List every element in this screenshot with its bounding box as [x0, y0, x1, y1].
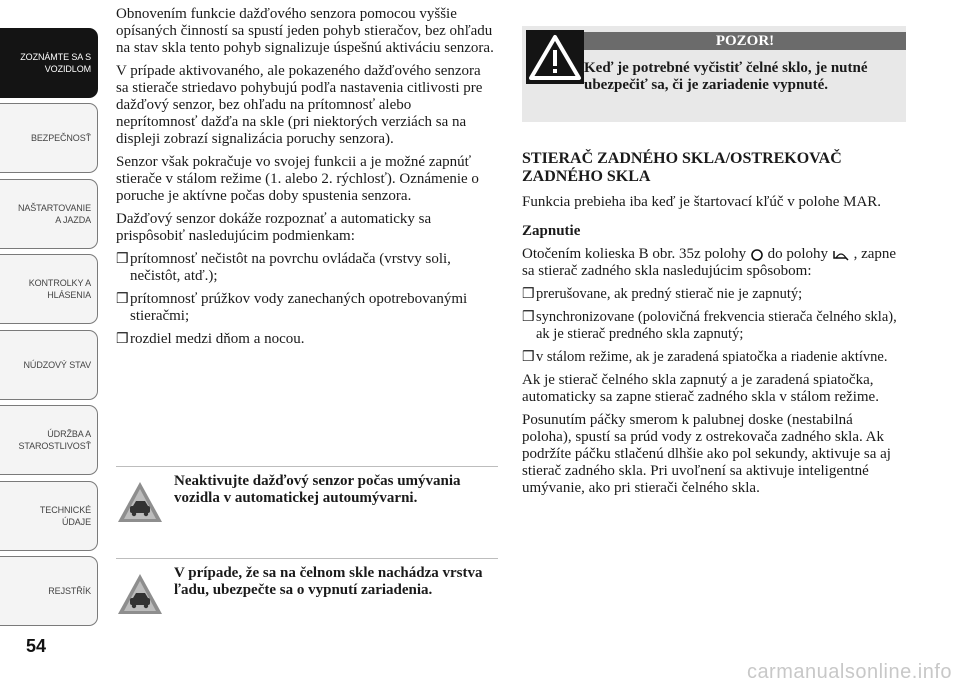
tab-safety[interactable]: BEZPEČNOSŤ [0, 103, 98, 173]
paragraph: Posunutím páčky smerom k palubnej doske (nestabilná poloha), spustí sa prúd vody z ostrekovača zadného skla. Ak podržíte páčku stlačenú dlhšie ako pol sekundy, aktivuje sa aj stierač zadného skla. Pri uvoľnení sa aktivuje inteligentné umývanie, ako pri stierači čelného skla. [522, 412, 891, 496]
text-run: , zapne sa stierač zadného skla nasledujúcim spôsobom: [522, 246, 897, 279]
checkbox-bullet-icon: ❒ [116, 252, 129, 267]
note-text: Neaktivujte dažďový senzor počas umývania vozidla v automatickej autoumývarni. [174, 473, 461, 506]
watermark-footer: carmanualsonline.info [746, 661, 952, 683]
left-column [116, 6, 496, 354]
list-item-text: synchronizovane (polovičná frekvencia stierača čelného skla), ak je stierač predného skla zapnutý; [536, 309, 897, 342]
tab-index[interactable]: REJSTŘÍK [0, 556, 98, 626]
list-item [116, 291, 496, 325]
tab-starting-driving[interactable]: NAŠTARTOVANIE A JAZDA [0, 179, 98, 249]
list-item [522, 349, 906, 366]
tab-maintenance[interactable]: ÚDRŽBA A STAROSTLIVOSŤ [0, 405, 98, 475]
car-warning-icon [116, 479, 164, 525]
rear-wiper-icon [832, 248, 850, 262]
list-item-text: prítomnosť prúžkov vody zanechaných opotrebovanými stieračmi; [130, 291, 468, 324]
list-item-text: rozdiel medzi dňom a nocou. [130, 331, 305, 347]
checkbox-bullet-icon: ❒ [116, 292, 129, 307]
checkbox-bullet-icon: ❒ [522, 310, 535, 325]
paragraph: V prípade aktivovaného, ale pokazeného dažďového senzora sa stierače striedavo pohybujú podľa nastavenia citlivosti pre dažďový senzor, bez ohľadu na prítomnosť alebo neprítomnosť dažďa na skle (pri niektorých verziách sa na displeji zobrazí signalizácia poruchy senzora). [116, 63, 483, 147]
chapter-sidebar [0, 0, 104, 686]
paragraph: Obnovením funkcie dažďového senzora pomocou vyššie opísaných činností sa spustí jeden pohyb stieračov, bez ohľadu na stav skla tento pohyb signalizuje úspešnú aktiváciu senzora. [116, 6, 494, 56]
checkbox-bullet-icon: ❒ [522, 350, 535, 365]
list-item-text: prítomnosť nečistôt na povrchu ovládača (vrstvy soli, nečistôt, atď.); [130, 251, 451, 284]
paragraph: Senzor však pokračuje vo svojej funkcii a je možné zapnúť stierače v stálom režime (1. alebo 2. rýchlosť). Oznámenie o poruche je aktívne počas doby spustenia senzora. [116, 154, 479, 204]
tab-technical-data[interactable]: TECHNICKÉ ÚDAJE [0, 481, 98, 551]
page-number: 54 [26, 636, 47, 656]
paragraph: Dažďový senzor dokáže rozpoznať a automaticky sa prispôsobiť nasledujúcim podmienkam: [116, 211, 432, 244]
tab-emergency[interactable]: NÚDZOVÝ STAV [0, 330, 98, 400]
list-item-text: v stálom režime, ak je zaradená spiatočka a riadenie aktívne. [536, 349, 888, 365]
list-item [116, 331, 496, 348]
warning-text-content: Keď je potrebné vyčistiť čelné sklo, je nutné ubezpečiť sa, či je zariadenie vypnuté. [584, 60, 868, 93]
tab-vehicle-intro[interactable]: ZOZNÁMTE SA S VOZIDLOM [0, 28, 98, 98]
checkbox-bullet-icon: ❒ [116, 332, 129, 347]
note-text: V prípade, že sa na čelnom skle nachádza vrstva ľadu, ubezpečte sa o vypnutí zariadenia. [174, 565, 483, 598]
paragraph: Funkcia prebieha iba keď je štartovací kľúč v polohe MAR. [522, 194, 882, 210]
note-box [116, 466, 498, 549]
text-run: Otočením kolieska B obr. 35z polohy [522, 246, 747, 262]
text-run: do polohy [767, 246, 829, 262]
list-item-text: prerušovane, ak predný stierač nie je zapnutý; [536, 286, 803, 302]
paragraph [522, 246, 906, 280]
subheading: Zapnutie [522, 223, 581, 239]
paragraph: Ak je stierač čelného skla zapnutý a je zaradená spiatočka, automaticky sa zapne stierač zadného skla v stálom režime. [522, 372, 879, 405]
note-box [116, 558, 498, 641]
right-column [522, 150, 906, 503]
list-item [522, 309, 906, 343]
list-item [522, 286, 906, 303]
warning-title: POZOR! [584, 32, 906, 50]
warning-text [522, 60, 906, 94]
off-position-icon [750, 248, 764, 262]
car-warning-icon [116, 571, 164, 617]
checkbox-bullet-icon: ❒ [522, 287, 535, 302]
list-item [116, 251, 496, 285]
section-heading: STIERAČ ZADNÉHO SKLA/OSTREKOVAČ ZADNÉHO SKLA [522, 150, 842, 185]
warning-box [522, 26, 906, 122]
tab-warning-lights[interactable]: KONTROLKY A HLÁSENIA [0, 254, 98, 324]
